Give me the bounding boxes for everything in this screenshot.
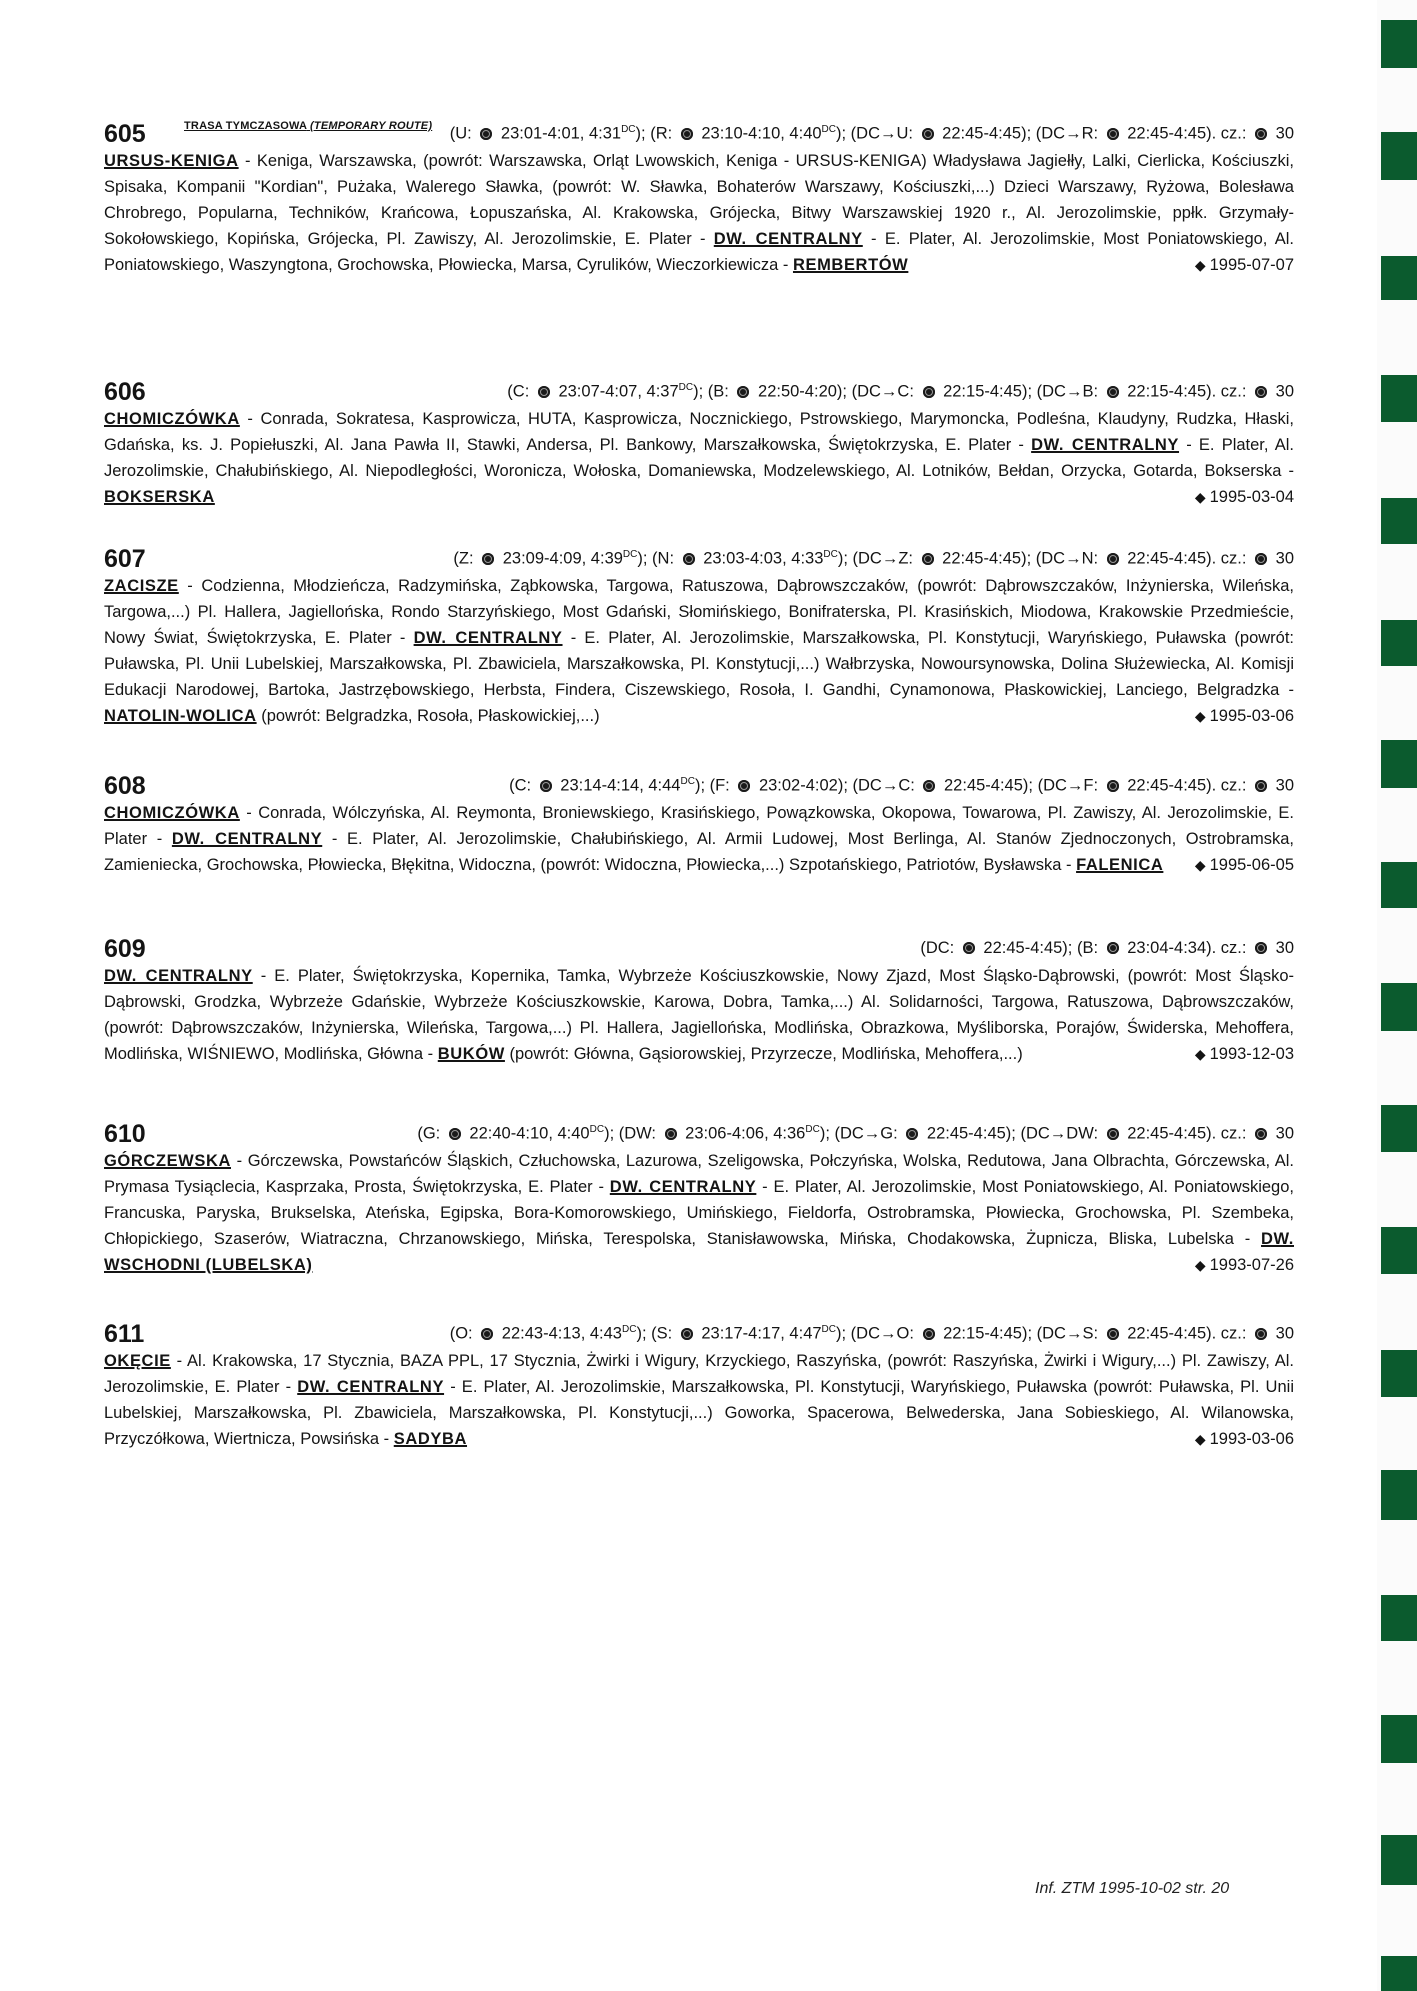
route-entry (104, 772, 1294, 878)
night-service-icon (481, 1328, 493, 1340)
route-streets-continued: - E. Plater, Al. Jerozolimskie, Chałubińskiego, Al. Niepodległości, Woronicza, Wołoska, Domaniewska, Modzelewskiego, Al. Lotników, Bełdan, Orzycka, Gotarda, Bokserska - (104, 436, 1295, 480)
route-list (104, 120, 1294, 1540)
route-hours: (Z: 23:09-4:09, $4:39^{DC}$); (N: 23:03-4:03, $4:33^{DC}$); (DC→Z: 22:45-4:45); (DC→N: 22:45-4:45). cz.: 30 (453, 549, 1294, 568)
route-date-value: 1993-07-26 (1209, 1256, 1294, 1274)
mid-terminal: DW. CENTRALNY (713, 230, 863, 248)
start-terminal: DW. CENTRALNY (104, 967, 253, 985)
route-streets: - Górczewska, Powstańców Śląskich, Człuchowska, Lazurowa, Szeligowska, Połczyńska, Wolska, Redutowa, Jana Olbrachta, Górczewska, Al. Prymasa Tysiąclecia, Kasprzaka, Prosta, Świętokrzyska, E. Plater - (104, 1152, 1294, 1196)
night-service-icon (1107, 780, 1119, 792)
route-number: 608 (104, 772, 146, 800)
route-kind-pl: TRASA TYMCZASOWA (184, 120, 307, 132)
night-service-icon (1255, 942, 1267, 954)
night-service-icon (1255, 128, 1267, 140)
binding-tab (1381, 20, 1417, 68)
binding-tab (1381, 862, 1417, 908)
start-terminal: CHOMICZÓWKA (104, 410, 240, 428)
diamond-icon: ◆ (1194, 857, 1206, 873)
route-streets-continued: - E. Plater, Al. Jerozolimskie, Most Poniatowskiego, Al. Poniatowskiego, Francuska, Paryska, Brukselska, Ateńska, Egipska, Bora-Komorowskiego, Umińskiego, Fieldorfa, Ostrobramska, Płowiecka, Grochowska, Pl. Szembeka, Chłopickiego, Szaserów, Wiatraczna, Chrzanowskiego, Mińska, Terespolska, Stanisławowska, Mińska, Chodakowska, Żupnicza, Bliska, Lubelska - (104, 1178, 1294, 1248)
night-service-icon (683, 553, 695, 565)
binding-tab (1381, 1227, 1417, 1274)
night-service-icon (922, 553, 934, 565)
route-hours: (O: 22:43-4:13, $4:43^{DC}$); (S: 23:17-4:17, $4:47^{DC}$); (DC→O: 22:15-4:45); (DC→S: 22:45-4:45). cz.: 30 (449, 1324, 1294, 1343)
binding-tab (1381, 1956, 1417, 1991)
route-hours: (G: 22:40-4:10, $4:40^{DC}$); (DW: 23:06-4:06, $4:36^{DC}$); (DC→G: 22:45-4:45); (DC→DW: 22:45-4:45). cz.: 30 (417, 1124, 1294, 1143)
route-date-value: 1995-03-04 (1209, 488, 1294, 506)
mid-terminal: DW. CENTRALNY (171, 830, 323, 848)
start-terminal: URSUS-KENIGA (104, 152, 239, 170)
route-entry (104, 545, 1294, 729)
start-terminal: GÓRCZEWSKA (104, 1152, 231, 1170)
diamond-icon: ◆ (1194, 1046, 1206, 1062)
night-service-icon (923, 780, 935, 792)
route-entry (104, 378, 1294, 510)
night-service-icon (1255, 1328, 1267, 1340)
route-number: 610 (104, 1120, 146, 1148)
end-terminal: BUKÓW (437, 1045, 505, 1063)
binding-tab (1381, 256, 1417, 300)
route-return-note: (powrót: Belgradzka, Rosoła, Płaskowickiej,...) (256, 707, 600, 725)
binding-tab (1381, 375, 1417, 422)
end-terminal: NATOLIN-WOLICA (104, 707, 257, 725)
night-service-icon (737, 386, 749, 398)
night-service-icon (540, 780, 552, 792)
night-service-icon (538, 386, 550, 398)
route-streets: - Codzienna, Młodzieńcza, Radzymińska, Ząbkowska, Targowa, Ratuszowa, Dąbrowszczaków, (powrót: Dąbrowszczaków, Inżynierska, Wileńska, Targowa,...) Pl. Hallera, Jagiellońska, Rondo Starzyńskiego, Most Gdański, Słomińskiego, Bonifraterska, Pl. Krasińskich, Miodowa, Krakowskie Przedmieście, Nowy Świat, Świętokrzyska, E. Plater - (104, 577, 1294, 647)
diamond-icon: ◆ (1194, 708, 1206, 724)
page-footer: Inf. ZTM 1995-10-02 str. 20 (1035, 1880, 1230, 1897)
route-number: 607 (104, 545, 146, 573)
end-terminal: REMBERTÓW (792, 256, 909, 274)
binding-tab (1381, 1470, 1417, 1520)
night-service-icon (480, 128, 492, 140)
night-service-icon (449, 1128, 461, 1140)
night-service-icon (906, 1128, 918, 1140)
route-number: 605 (104, 120, 146, 148)
binding-tab (1381, 1715, 1417, 1763)
route-hours: (C: 23:14-4:14, $4:44^{DC}$); (F: 23:02-4:02); (DC→C: 22:45-4:45); (DC→F: 22:45-4:45). cz.: 30 (509, 776, 1294, 795)
route-streets: - Keniga, Warszawska, (powrót: Warszawska, Orląt Lwowskich, Keniga - URSUS-KENIGA) Władysława Jagiełły, Lalki, Cierlicka, Kościuszki, Spisaka, Kompanii "Kordian", Pużaka, Walerego Sławka, (powrót: W. Sławka, Bohaterów Warszawy, Kościuszki,...) Dzieci Warszawy, Ryżowa, Bolesława Chrobrego, Popularna, Techników, Krańcowa, Łopuszańska, Al. Krakowska, Grójecka, Bitwy Warszawskiej 1920 r., Al. Jerozolimskie, ppłk. Grzymały-Sokołowskiego, Kopińska, Grójecka, Pl. Zawiszy, Al. Jerozolimskie, E. Plater - (104, 152, 1294, 248)
night-service-icon (1255, 386, 1267, 398)
binding-strip (1377, 0, 1417, 1991)
timetable-page (104, 120, 1294, 1540)
binding-tab (1381, 132, 1417, 180)
mid-terminal: DW. CENTRALNY (297, 1378, 445, 1396)
night-service-icon (1107, 128, 1119, 140)
night-service-icon (1107, 1128, 1119, 1140)
route-description (104, 800, 1294, 878)
route-number: 606 (104, 378, 146, 406)
binding-tab (1381, 1350, 1417, 1397)
end-terminal: FALENICA (1076, 856, 1164, 874)
binding-tab (1381, 983, 1417, 1031)
route-number: 611 (104, 1320, 145, 1348)
binding-tab (1381, 740, 1417, 788)
night-service-icon (1107, 553, 1119, 565)
route-hours: (C: 23:07-4:07, $4:37^{DC}$); (B: 22:50-4:20); (DC→C: 22:15-4:45); (DC→B: 22:15-4:45). cz.: 30 (507, 382, 1294, 401)
diamond-icon: ◆ (1194, 1257, 1206, 1273)
binding-tab (1381, 1105, 1417, 1152)
route-streets-continued: - E. Plater, Al. Jerozolimskie, Chałubińskiego, Al. Armii Ludowej, Most Berlinga, Al. Stanów Zjednoczonych, Ostrobramska, Zamieniecka, Grochowska, Płowiecka, Błękitna, Widoczna, (powrót: Widoczna, Płowiecka,...) Szpotańskiego, Patriotów, Bysławska - (104, 830, 1294, 874)
night-service-icon (923, 386, 935, 398)
route-streets: - E. Plater, Świętokrzyska, Kopernika, Tamka, Wybrzeże Kościuszkowskie, Nowy Zjazd, Most Śląsko-Dąbrowski, (powrót: Most Śląsko-Dąbrowski, Grodzka, Wybrzeże Gdańskie, Wybrzeże Kościuszkowskie, Karowa, Dobra, Tamka,...) Al. Solidarności, Targowa, Ratuszowa, Dąbrowszczaków, (powrót: Dąbrowszczaków, Inżynierska, Wileńska, Targowa,...) Pl. Hallera, Jagiellońska, Modlińska, Obrazkowa, Myśliborska, Porajów, Świderska, Mehoffera, Modlińska, WIŚNIEWO, Modlińska, Główna - (104, 967, 1294, 1063)
diamond-icon: ◆ (1194, 257, 1206, 273)
route-return-note: (powrót: Główna, Gąsiorowskiej, Przyrzecze, Modlińska, Mehoffera,...) (504, 1045, 1023, 1063)
night-service-icon (1107, 942, 1119, 954)
route-kind-en: (TEMPORARY ROUTE) (310, 120, 433, 132)
mid-terminal: DW. CENTRALNY (609, 1178, 757, 1196)
mid-terminal: DW. CENTRALNY (413, 629, 563, 647)
route-streets-continued: - E. Plater, Al. Jerozolimskie, Marszałkowska, Pl. Konstytucji, Waryńskiego, Puławska (powrót: Puławska, Pl. Unii Lubelskiej, Marszałkowska, Pl. Zbawiciela, Marszałkowska, Pl. Konstytucji,...) Wałbrzyska, Nowoursynowska, Dolina Służewiecka, Al. Komisji Edukacji Narodowej, Bartoka, Jastrzębowskiego, Herbsta, Findera, Ciszewskiego, Rosoła, I. Gandhi, Cynamonowa, Płaskowickiej, Lanciego, Belgradzka - (104, 629, 1295, 699)
diamond-icon: ◆ (1194, 1431, 1206, 1447)
night-service-icon (1107, 1328, 1119, 1340)
night-service-icon (963, 942, 975, 954)
mid-terminal: DW. CENTRALNY (1031, 436, 1180, 454)
night-service-icon (1255, 780, 1267, 792)
route-hours: (U: 23:01-4:01, $4:31^{DC}$); (R: 23:10-4:10, $4:40^{DC}$); (DC→U: 22:45-4:45); (DC→R: 22:45-4:45). cz.: 30 (449, 124, 1294, 143)
night-service-icon (665, 1128, 677, 1140)
route-date-value: 1993-12-03 (1209, 1045, 1294, 1063)
end-terminal: SADYBA (393, 1430, 468, 1448)
binding-tab (1381, 1835, 1417, 1885)
route-streets: - Conrada, Wólczyńska, Al. Reymonta, Broniewskiego, Krasińskiego, Powązkowska, Okopowa, Towarowa, Pl. Zawiszy, Al. Jerozolimskie, E. Plater - (104, 804, 1294, 848)
night-service-icon (738, 780, 750, 792)
start-terminal: ZACISZE (104, 577, 179, 595)
end-terminal: BOKSERSKA (104, 488, 215, 506)
route-entry (104, 1320, 1294, 1452)
route-streets-continued: - E. Plater, Al. Jerozolimskie, Marszałkowska, Pl. Konstytucji, Waryńskiego, Puławska (powrót: Puławska, Pl. Unii Lubelskiej, Marszałkowska, Pl. Zbawiciela, Marszałkowska, Pl. Konstytucji,...) Goworka, Spacerowa, Belwederska, Jana Sobieskiego, Al. Wilanowska, Przyczółkowa, Wiertnicza, Powsińska - (104, 1378, 1294, 1448)
route-streets: - Al. Krakowska, 17 Stycznia, BAZA PPL, 17 Stycznia, Żwirki i Wigury, Krzyckiego, Raszyńska, (powrót: Raszyńska, Żwirki i Wigury,...) Pl. Zawiszy, Al. Jerozolimskie, E. Plater - (104, 1352, 1294, 1396)
end-terminal: DW. WSCHODNI (LUBELSKA) (104, 1230, 1294, 1274)
route-entry (104, 935, 1294, 1067)
night-service-icon (1255, 553, 1267, 565)
route-date-value: 1993-03-06 (1209, 1430, 1294, 1448)
night-service-icon (482, 553, 494, 565)
route-date-value: 1995-07-07 (1209, 256, 1294, 274)
route-date-value: 1995-06-05 (1209, 856, 1294, 874)
route-streets: - Conrada, Sokratesa, Kasprowicza, HUTA, Kasprowicza, Nocznickiego, Pstrowskiego, Marymoncka, Podleśna, Klaudyny, Rudzka, Hłaski, Gdańska, ks. J. Popiełuszki, Al. Jana Pawła II, Stawki, Andersa, Pl. Bankowy, Marszałkowska, Świętokrzyska, E. Plater - (104, 410, 1294, 454)
route-date (104, 484, 1294, 510)
night-service-icon (681, 128, 693, 140)
night-service-icon (681, 1328, 693, 1340)
start-terminal: OKĘCIE (104, 1352, 171, 1370)
route-streets-continued: - E. Plater, Al. Jerozolimskie, Most Poniatowskiego, Al. Poniatowskiego, Waszyngtona, Grochowska, Płowiecka, Marsa, Cyrulików, Wieczorkiewicza - (104, 230, 1295, 274)
route-entry (104, 1120, 1294, 1278)
route-date-value: 1995-03-06 (1209, 707, 1294, 725)
binding-tab (1381, 620, 1417, 666)
binding-tab (1381, 1595, 1417, 1641)
binding-tab (1381, 498, 1417, 544)
route-number: 609 (104, 935, 146, 963)
night-service-icon (923, 1328, 935, 1340)
night-service-icon (1107, 386, 1119, 398)
route-entry (104, 120, 1294, 278)
night-service-icon (922, 128, 934, 140)
start-terminal: CHOMICZÓWKA (104, 804, 240, 822)
diamond-icon: ◆ (1194, 489, 1206, 505)
route-hours: (DC: 22:45-4:45); (B: 23:04-4:34). cz.: 30 (920, 939, 1294, 957)
night-service-icon (1255, 1128, 1267, 1140)
